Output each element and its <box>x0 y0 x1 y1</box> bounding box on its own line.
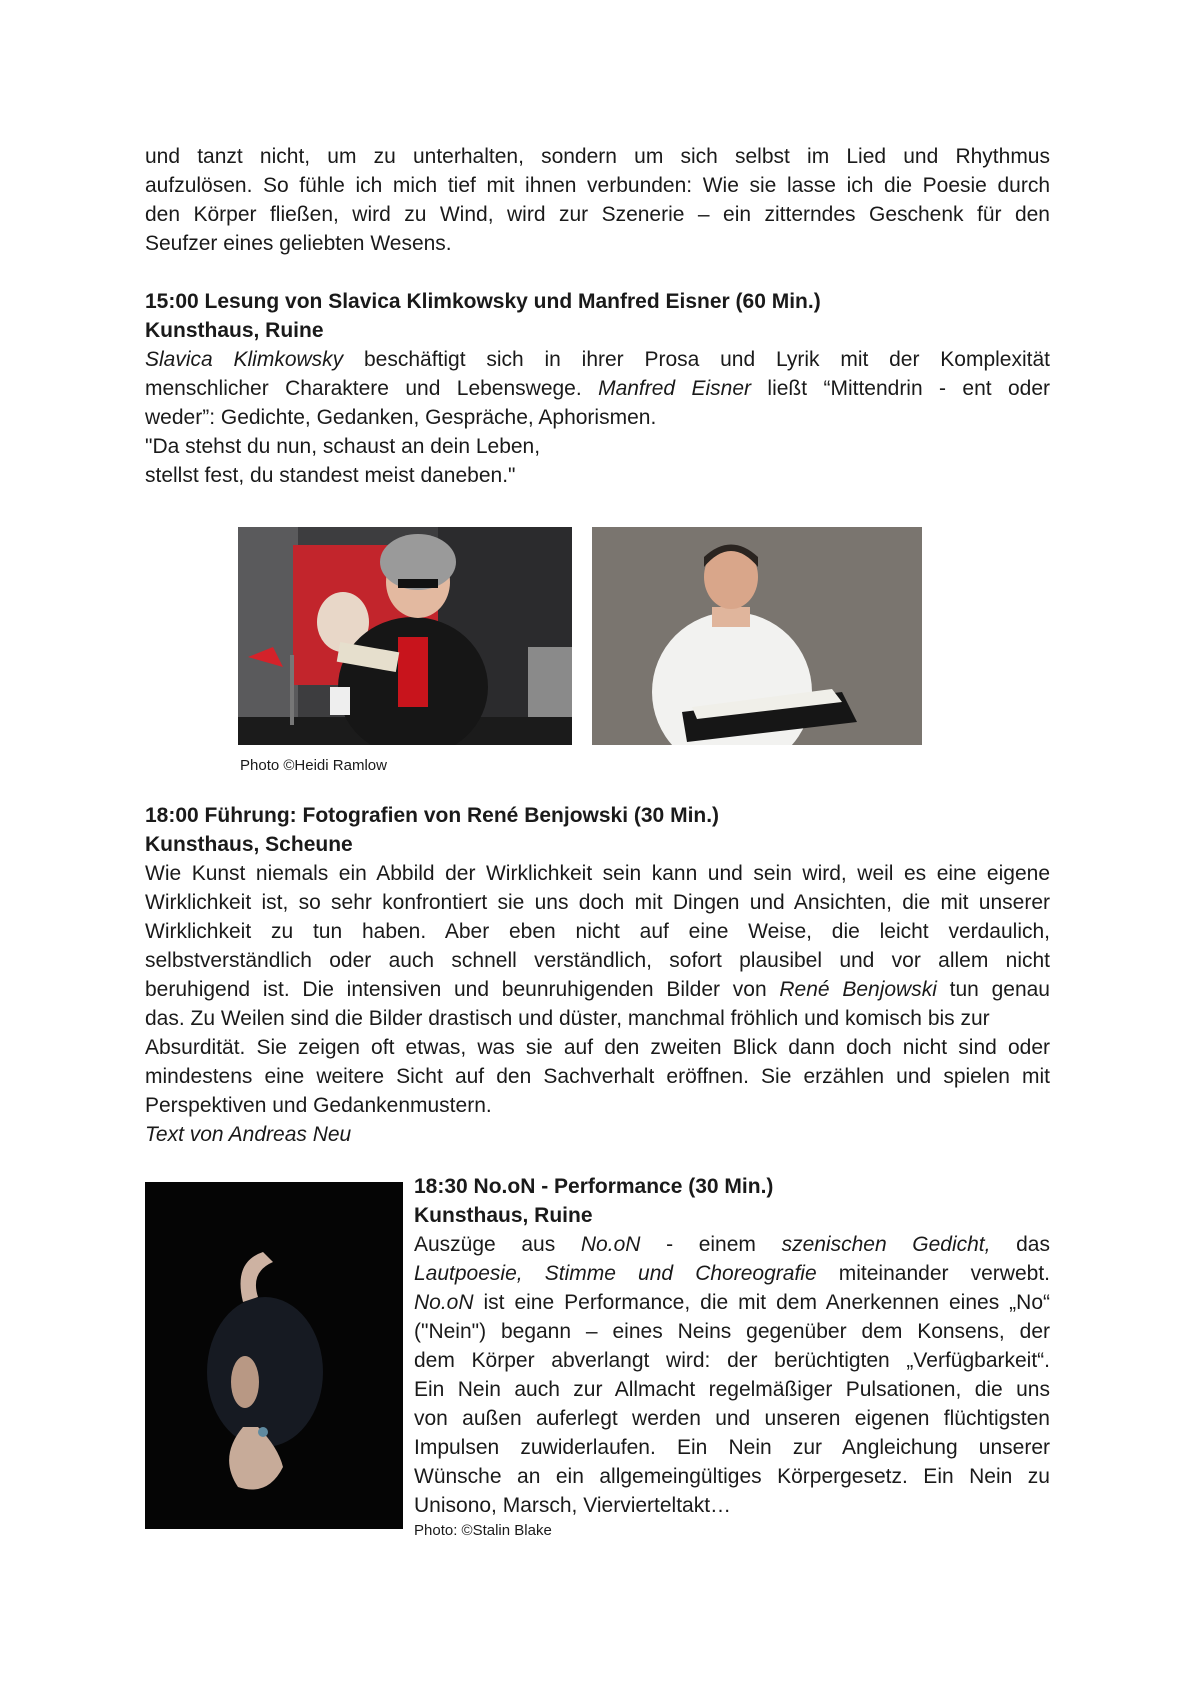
photo-credit-stalin-blake: Photo: ©Stalin Blake <box>414 1522 552 1539</box>
event2-line-8: mindestens eine weitere Sicht auf den Sachverhalt eröffnen. Sie erzählen und spielen mit <box>145 1065 1050 1088</box>
event3-line-10: Unisono, Marsch, Viervierteltakt… <box>414 1494 732 1517</box>
intro-line-1: und tanzt nicht, um zu unterhalten, sondern um sich selbst im Lied und Rhythmus <box>145 145 1050 168</box>
photo-slavica-klimkowsky <box>238 527 572 745</box>
event1-desc-line-3: weder”: Gedichte, Gedanken, Gespräche, Aphorismen. <box>145 406 657 429</box>
event2-line-6: das. Zu Weilen sind die Bilder drastisch und düster, manchmal fröhlich und komisch bis zur <box>145 1007 990 1030</box>
intro-line-3: den Körper fließen, wird zu Wind, wird zur Szenerie – ein zitterndes Geschenk für den <box>145 203 1050 226</box>
event2-title: 18:00 Führung: Fotografien von René Benjowski (30 Min.) <box>145 804 720 827</box>
event1-location: Kunsthaus, Ruine <box>145 319 324 342</box>
event2-author: Text von Andreas Neu <box>145 1123 352 1146</box>
event2-line-3: Wirklichkeit zu tun haben. Aber eben nicht auf eine Weise, die leicht verdaulich, <box>145 920 1050 943</box>
event3-line-3: No.oN ist eine Performance, die mit dem Anerkennen eines „No“ <box>414 1291 1050 1314</box>
quote-line-2: stellst fest, du standest meist daneben." <box>145 464 516 487</box>
event3-line-1: Auszüge aus No.oN - einem szenischen Gedicht, das <box>414 1233 1050 1256</box>
event3-location: Kunsthaus, Ruine <box>414 1204 593 1227</box>
event1-photos <box>238 527 918 745</box>
event2-line-5: beruhigend ist. Die intensiven und beunruhigenden Bilder von René Benjowski tun genau <box>145 978 1050 1001</box>
event3-line-8: Impulsen zuwiderlaufen. Ein Nein zur Angleichung unserer <box>414 1436 1050 1459</box>
document-body <box>145 142 1050 490</box>
event3-line-2: Lautpoesie, Stimme und Choreografie miteinander verwebt. <box>414 1262 1050 1285</box>
event2-line-2: Wirklichkeit ist, so sehr konfrontiert sie uns doch mit Dingen und Ansichten, die mit unserer <box>145 891 1050 914</box>
event2-location: Kunsthaus, Scheune <box>145 833 353 856</box>
event3-line-6: Ein Nein auch zur Allmacht regelmäßiger Pulsationen, die uns <box>414 1378 1050 1401</box>
intro-line-4: Seufzer eines geliebten Wesens. <box>145 232 452 255</box>
event1-desc-line-1: Slavica Klimkowsky beschäftigt sich in ihrer Prosa und Lyrik mit der Komplexität <box>145 348 1050 371</box>
author-name: Manfred Eisner <box>598 377 752 400</box>
event1-title: 15:00 Lesung von Slavica Klimkowsky und Manfred Eisner (60 Min.) <box>145 290 821 313</box>
event3-title: 18:30 No.oN - Performance (30 Min.) <box>414 1175 774 1198</box>
event2-line-9: Perspektiven und Gedankenmustern. <box>145 1094 492 1117</box>
event3-line-5: dem Körper abverlangt wird: der berüchtigten „Verfügbarkeit“. <box>414 1349 1050 1372</box>
photo-manfred-eisner <box>592 527 922 745</box>
quote-line-1: "Da stehst du nun, schaust an dein Leben, <box>145 435 541 458</box>
event2-block <box>145 801 1050 1149</box>
author-name: Slavica Klimkowsky <box>145 348 344 371</box>
artist-name: René Benjowski <box>779 978 937 1001</box>
event2-line-7: Absurdität. Sie zeigen oft etwas, was sie auf den zweiten Blick dann doch nicht sind oder <box>145 1036 1050 1059</box>
event3-block <box>414 1172 1050 1540</box>
event3-line-4: ("Nein") begann – eines Neins gegenüber dem Konsens, der <box>414 1320 1050 1343</box>
photo-credit-heidi-ramlow: Photo ©Heidi Ramlow <box>240 757 387 774</box>
event3-line-9: Wünsche an ein allgemeingültiges Körpergesetz. Ein Nein zu <box>414 1465 1050 1488</box>
event1-desc-line-2: menschlicher Charaktere und Lebenswege. Manfred Eisner ließt “Mittendrin - ent oder <box>145 377 1051 400</box>
event2-line-1: Wie Kunst niemals ein Abbild der Wirklichkeit sein kann und sein wird, weil es eine eigene <box>145 862 1050 885</box>
photo-noon-performance <box>145 1182 403 1529</box>
event3-line-7: von außen auferlegt werden und unseren eigenen flüchtigsten <box>414 1407 1050 1430</box>
intro-line-2: aufzulösen. So fühle ich mich tief mit ihnen verbunden: Wie sie lasse ich die Poesie durch <box>145 174 1050 197</box>
event2-line-4: selbstverständlich oder auch schnell verständlich, sofort plausibel und vor allem nicht <box>145 949 1050 972</box>
